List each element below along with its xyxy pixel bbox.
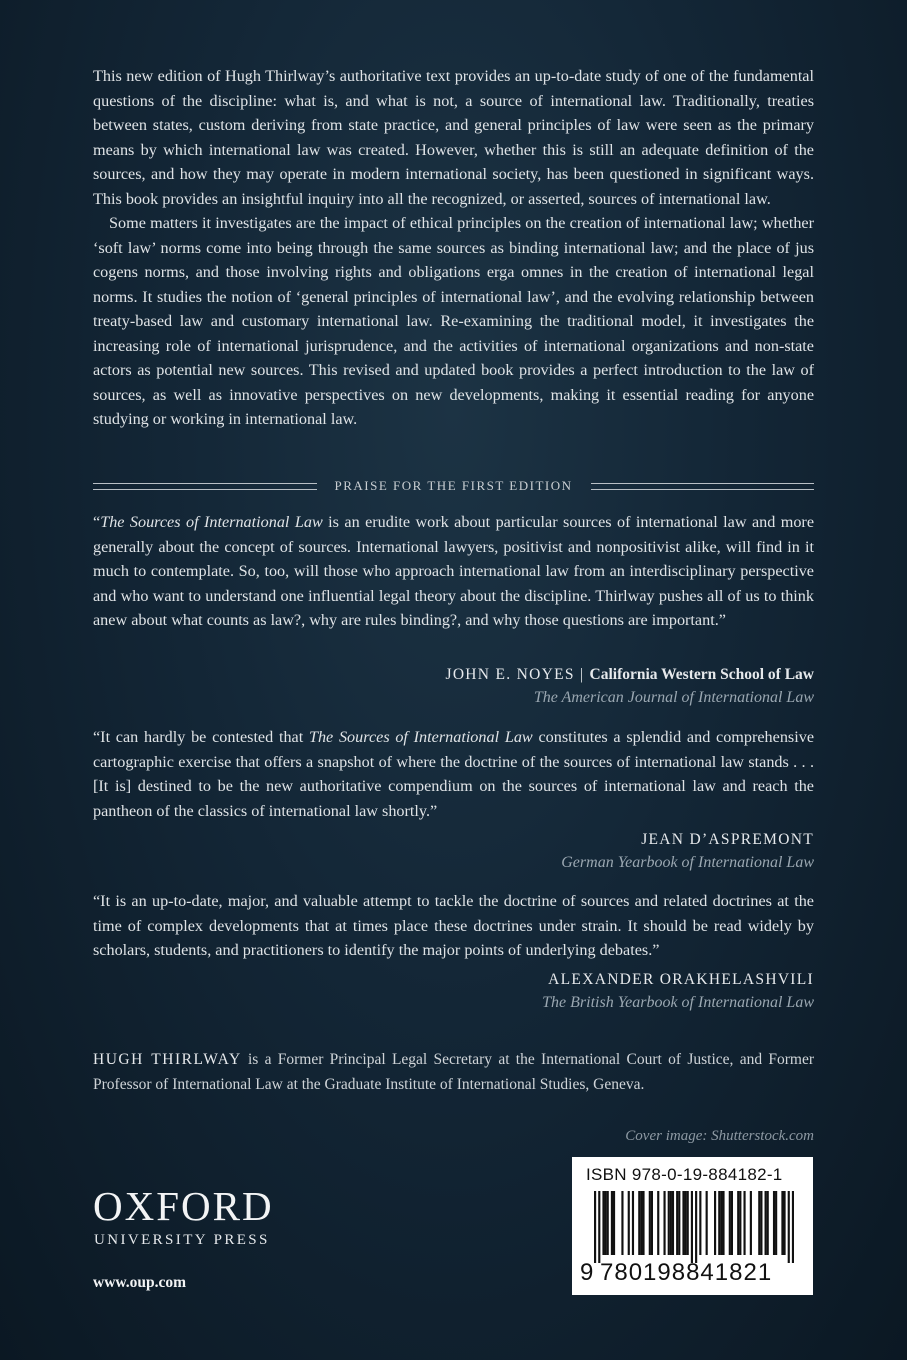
quote-publication: The British Yearbook of International Law [542, 994, 814, 1011]
quote-publication: German Yearbook of International Law [561, 854, 814, 871]
barcode-bar [792, 1191, 794, 1263]
barcode-bar [613, 1191, 615, 1255]
quote-text: constitutes a splendid and comprehensive cartographic exercise that offers a snapshot of where the doctrine of the sources of international law stands . . . [It is] destined to be the new authoritative compendium on the sources of international law and reach the pantheon of the classics of international law shortly.” [93, 728, 815, 820]
praise-divider [93, 474, 814, 498]
barcode-bar [642, 1191, 644, 1255]
barcode-bar [594, 1191, 596, 1263]
quote-author: JEAN D’ASPREMONT [641, 831, 814, 848]
barcode-bar [602, 1191, 604, 1255]
barcode-lead-digit: 9 [580, 1259, 595, 1286]
barcode-bar [731, 1191, 733, 1255]
barcode-bar [657, 1191, 659, 1255]
barcode-bar [773, 1191, 775, 1255]
barcode-bar [739, 1191, 741, 1255]
divider-rule-left [93, 483, 317, 490]
barcode-bar [640, 1191, 642, 1255]
book-title-italic: The Sources of International Law [308, 728, 533, 746]
barcode-bar [691, 1191, 693, 1263]
book-description [93, 64, 814, 432]
barcode-bar [638, 1191, 640, 1255]
author-name: HUGH THIRLWAY [93, 1051, 242, 1068]
barcode-bar [663, 1191, 665, 1255]
quote-author: ALEXANDER ORAKHELASHVILI [548, 971, 814, 988]
author-bio-text: is a Former Principal Legal Secretary at the International Court of Justice, and Former Professor of International Law at the Graduate Institute of International Studies, Geneva. [93, 1051, 814, 1093]
barcode-bar [781, 1191, 783, 1255]
quote-text-before: “It can hardly be contested that [93, 728, 309, 746]
attribution-separator: | [574, 666, 590, 683]
barcode-bar [767, 1191, 769, 1255]
description-paragraph-1: This new edition of Hugh Thirlway’s authoritative text provides an up-to-date study of one of the fundamental questions of the discipline: what is, and what is not, a source of international law. Traditionally, treaties between states, custom deriving from state practice, and general principles of law were seen as the primary means by which international law was created. However, whether this is still an adequate definition of the sources, and how they may operate in modern international society, has been questioned in significant ways. This book provides an insightful inquiry into all the recognized, or asserted, sources of international law. [93, 67, 814, 208]
divider-rule-right [591, 483, 815, 490]
barcode-bar [714, 1191, 716, 1255]
barcode-bar [695, 1191, 697, 1263]
barcode-bar [685, 1191, 687, 1255]
barcode-bar [729, 1191, 731, 1255]
barcode-bar [758, 1191, 760, 1255]
quote-institution: California Western School of Law [589, 666, 814, 683]
barcode-bar [632, 1191, 634, 1255]
barcode-bar [718, 1191, 720, 1255]
isbn-label: ISBN 978-0-19-884182-1 [586, 1165, 783, 1184]
quote-author: JOHN E. NOYES [445, 666, 575, 683]
barcode-digits: 780198841821 [600, 1259, 773, 1286]
barcode-bar [788, 1191, 790, 1263]
publisher-logo-subname: UNIVERSITY PRESS [94, 1232, 270, 1248]
quote-text: is an erudite work about particular sources of international law and more generally about the concept of sources. International lawyers, positivist and nonpositivist alike, will find in it much to contemplate. So, too, will those who approach international law from an interdisciplinary perspective and who want to understand one influential legal theory about the discipline. Thirlway pushes all of us to think anew about what counts as law?, why are rules binding?, and why those questions are important.” [93, 513, 815, 629]
barcode-bar [750, 1191, 752, 1255]
publisher-logo-oxford: OXFORD [93, 1183, 274, 1229]
cover-image-credit: Cover image: Shutterstock.com [625, 1128, 814, 1144]
barcode-bar [722, 1191, 724, 1255]
quote-1-attribution [93, 664, 814, 710]
barcode-bar [628, 1191, 630, 1255]
praise-quote-3 [93, 889, 814, 963]
isbn-barcode [572, 1157, 813, 1295]
barcode-bar [706, 1191, 708, 1255]
barcode-bar [607, 1191, 609, 1255]
barcode-bar [775, 1191, 777, 1255]
barcode-bar [676, 1191, 678, 1255]
barcode-bar [699, 1191, 701, 1255]
barcode-bar [621, 1191, 623, 1255]
barcode-bar [687, 1191, 689, 1255]
publisher-url: www.oup.com [93, 1274, 187, 1291]
barcode-bar [670, 1191, 672, 1255]
quote-3-attribution [93, 969, 814, 1015]
barcode-bar [598, 1191, 600, 1263]
barcode-bar [668, 1191, 670, 1255]
praise-heading: PRAISE FOR THE FIRST EDITION [334, 478, 573, 493]
author-bio [93, 1047, 814, 1097]
barcode-bar [672, 1191, 674, 1255]
barcode-number [580, 1259, 805, 1287]
barcode-bar [651, 1191, 653, 1255]
book-title-italic: The Sources of International Law [100, 513, 323, 531]
praise-quote-1 [93, 510, 814, 633]
barcode-bar [605, 1191, 607, 1255]
barcode-bar [649, 1191, 651, 1255]
quote-text: “It is an up-to-date, major, and valuable attempt to tackle the doctrine of sources and related doctrines at the time of complex developments that at times place these doctrines under strain. It should be read widely by scholars, students, and practitioners to identify the major points of underlying debates.” [93, 892, 814, 959]
quote-2-attribution [93, 829, 814, 875]
barcode-bar [765, 1191, 767, 1255]
praise-quote-2 [93, 725, 814, 823]
barcode-bar [743, 1191, 745, 1255]
barcode-bars [594, 1191, 794, 1263]
quote-publication: The American Journal of International Law [533, 689, 814, 706]
quote-open-mark: “ [93, 513, 101, 531]
barcode-bar [737, 1191, 739, 1255]
barcode-bar [682, 1191, 684, 1255]
barcode-bar [611, 1191, 613, 1255]
barcode-bar [760, 1191, 762, 1255]
barcode-bar [678, 1191, 680, 1255]
description-paragraph-2: Some matters it investigates are the impact of ethical principles on the creation of international law; whether ‘soft law’ norms come into being through the same sources as binding international law; and the place of jus cogens norms, and those involving rights and obligations erga omnes in the creation of international legal norms. It studies the notion of ‘general principles of international law’, and the evolving relationship between treaty-based law and customary international law. Re-examining the traditional model, it investigates the increasing role of international jurisprudence, and the activities of international organizations and non-state actors as potential new sources. This revised and updated book provides a perfect introduction to the law of sources, as well as innovative perspectives on new developments, making it essential reading for anyone studying or working in international law. [93, 214, 814, 428]
barcode-bar [783, 1191, 785, 1255]
barcode-bar [720, 1191, 722, 1255]
